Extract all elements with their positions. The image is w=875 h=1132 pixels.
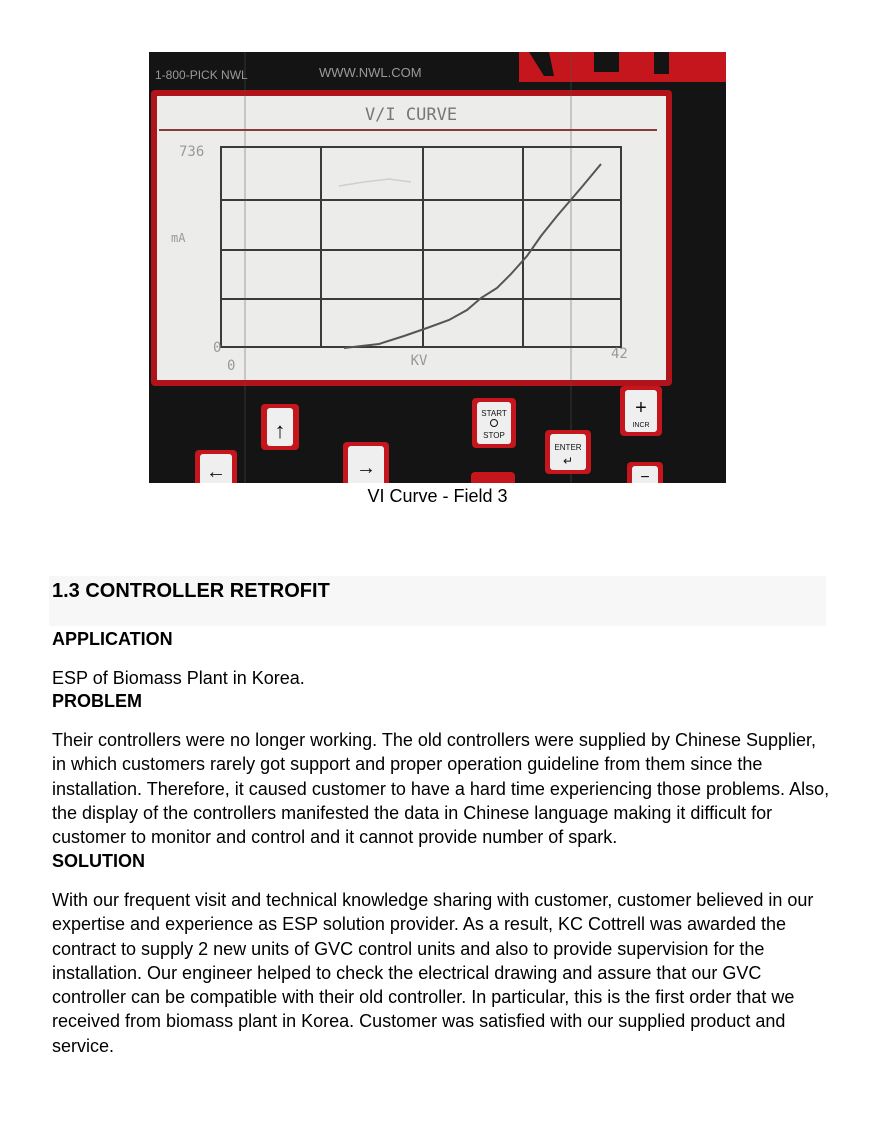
start-label: START	[481, 409, 507, 418]
screen-title: V/I CURVE	[364, 105, 458, 125]
application-text: ESP of Biomass Plant in Korea.	[52, 668, 305, 688]
minus-icon: −	[640, 469, 650, 483]
y-max-label: 736	[179, 144, 205, 160]
arrow-left-icon: ←	[206, 461, 226, 483]
stop-label: STOP	[483, 431, 505, 440]
x-max-label: 42	[611, 346, 628, 362]
vi-curve-photo	[149, 52, 726, 483]
section-title: 1.3 CONTROLLER RETROFIT	[52, 580, 330, 602]
x-min-label: 0	[227, 358, 236, 374]
website-label: WWW.NWL.COM	[319, 65, 422, 80]
solution-text: With our frequent visit and technical knowledge sharing with customer, customer believed in our expertise and experience as ESP solution provider. As a result, KC Cottrell was awarded the contract to supply 2 new units of GVC control units and also to provide supervision for the installation. Our engineer helped to check the electrical drawing and assure that our GVC controller can be compatible with their old controller. In particular, this is the first order that we received from biomass plant in Korea. Customer was satisfied with our supplied product and service.	[52, 890, 814, 1056]
key-down[interactable]	[471, 472, 515, 483]
arrow-right-icon: →	[356, 457, 376, 479]
y-min-label: 0	[213, 340, 222, 356]
enter-arrow-icon: ↵	[562, 454, 574, 468]
x-unit-label: KV	[410, 353, 428, 369]
problem-text: Their controllers were no longer working. The old controllers were supplied by Chinese Supplier, in which customers rarely got support and proper operation guideline from them since the installation. Therefore, it caused customer to have a hard time experiencing those problems. Also, the display of the controllers manifested the data in Chinese language making it difficult for customer to monitor and control and it cannot provide number of spark.	[52, 730, 830, 848]
controller-panel-image	[149, 52, 726, 483]
enter-label: ENTER	[554, 443, 582, 452]
keypad	[195, 386, 663, 483]
solution-label: SOLUTION	[52, 851, 145, 871]
plus-icon: +	[635, 397, 647, 419]
y-unit-label: mA	[171, 231, 186, 245]
figure-caption: VI Curve - Field 3	[367, 486, 508, 506]
problem-label: PROBLEM	[52, 691, 142, 711]
lcd-screen	[157, 96, 666, 380]
arrow-up-icon: ↑	[274, 418, 286, 443]
application-label: APPLICATION	[52, 629, 173, 649]
phone-label: 1-800-PICK NWL	[155, 68, 248, 82]
incr-label: INCR	[632, 422, 650, 429]
